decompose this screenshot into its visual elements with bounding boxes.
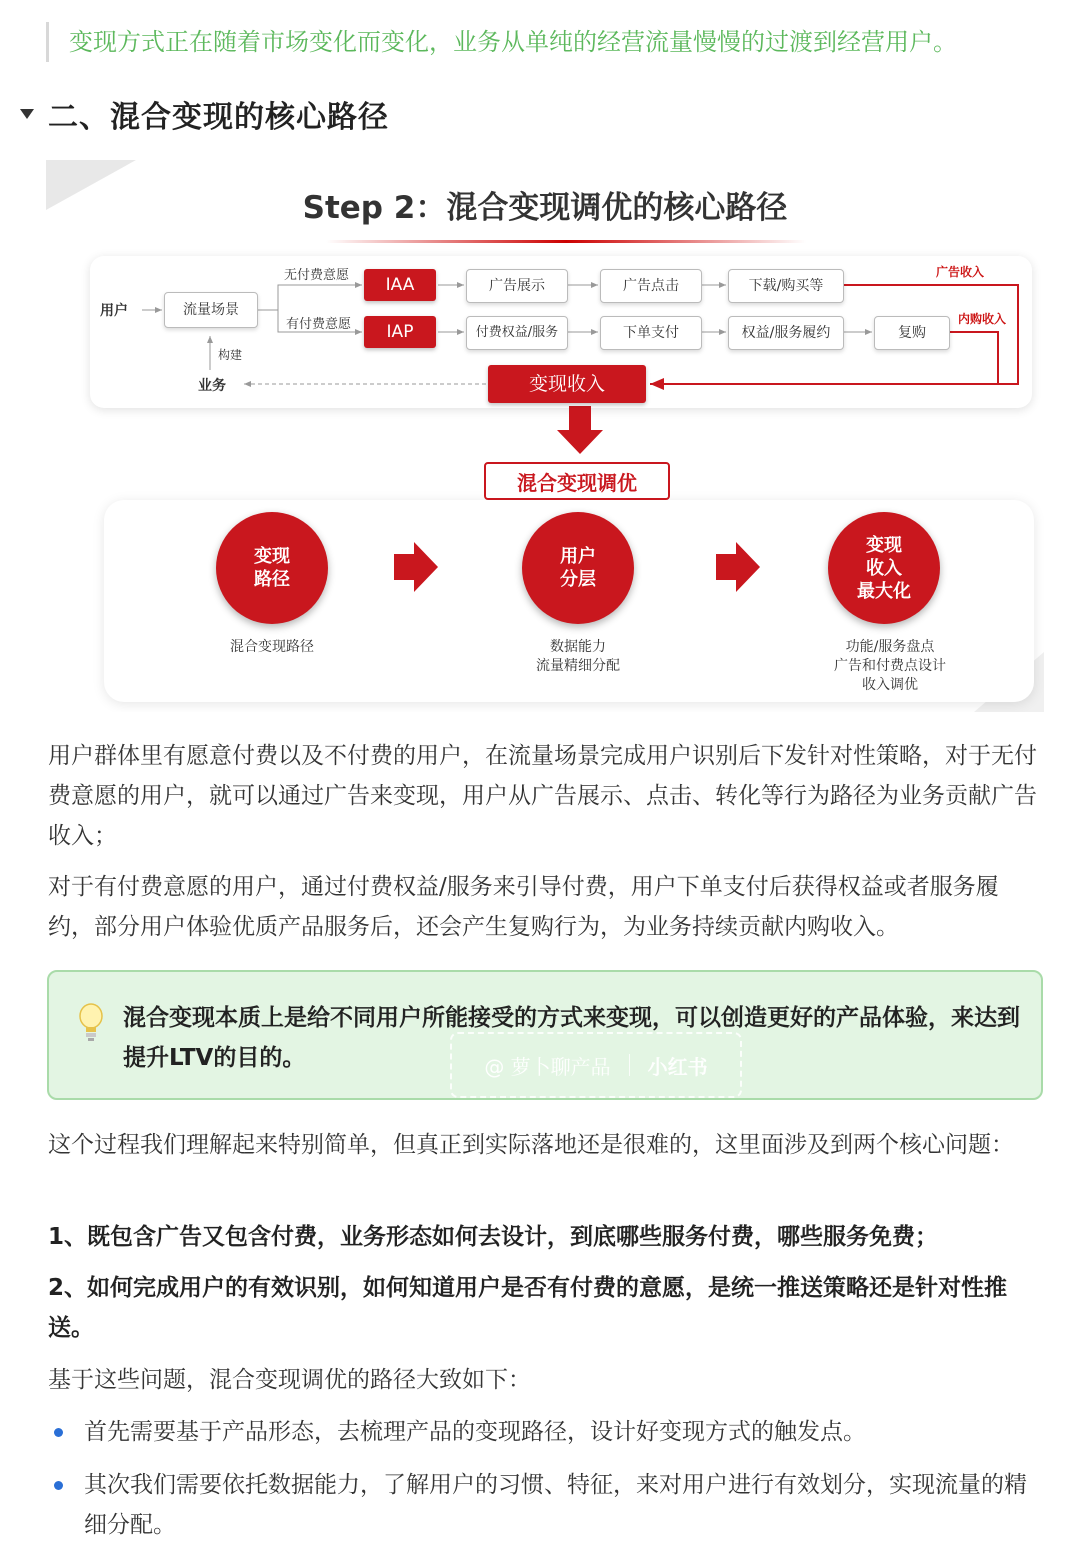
bullet-icon [54,1481,63,1490]
business-label: 业务 [198,378,226,394]
bullet-icon [54,1428,63,1437]
circle-caption: 混合变现路径 [230,639,314,655]
circle-caption: 数据能力 流量精细分配 [536,639,620,674]
diagram-title: Step 2：混合变现调优的核心路径 [302,190,788,226]
iap-income-label: 内购收入 [958,312,1007,326]
tip-text: 混合变现本质上是给不同用户所能接受的方式来变现，可以创造更好的产品体验，来达到提升LTV的目的。 [123,1005,1020,1071]
circle-caption: 功能/服务盘点 广告和付费点设计 收入调优 [834,639,946,693]
watermark-author: @ 萝卜聊产品 [484,1054,611,1079]
pay-intent-label: 有付费意愿 [286,317,352,332]
list-item-text: 其次我们需要依托数据能力，了解用户的习惯、特征，来对用户进行有效划分，实现流量的精细分配。 [84,1472,1027,1538]
download-purchase-box: 下载/购买等 [728,269,844,303]
quote-block: 变现方式正在随着市场变化而变化，业务从单纯的经营流量慢慢的过渡到经营用户。 [46,22,1036,62]
traffic-scene-box: 流量场景 [164,292,258,328]
no-pay-intent-label: 无付费意愿 [284,268,350,283]
hybrid-tuning-box: 混合变现调优 [484,462,670,500]
watermark-separator [629,1054,630,1076]
watermark [450,1032,742,1098]
iap-box: IAP [364,316,436,348]
watermark-logo: 小红书 [647,1054,708,1079]
section-heading-text: 二、混合变现的核心路径 [48,100,389,135]
paragraph: 用户群体里有愿意付费以及不付费的用户，在流量场景完成用户识别后下发针对性策略，对于无付费意愿的用户，就可以通过广告来变现，用户从广告展示、点击、转化等行为路径为业务贡献广告收入； [48,743,1037,849]
paragraph: 对于有付费意愿的用户，通过付费权益/服务来引导付费，用户下单支付后获得权益或者服务履约，部分用户体验优质产品服务后，还会产生复购行为，为业务持续贡献内购收入。 [48,874,999,940]
section-heading[interactable] [20,92,389,136]
paragraph: 基于这些问题，混合变现调优的路径大致如下： [48,1367,531,1393]
key-point: 1、既包含广告又包含付费，业务形态如何去设计，到底哪些服务付费，哪些服务免费； [48,1224,939,1250]
build-label: 构建 [218,348,243,362]
user-label: 用户 [100,303,128,319]
circle-user-segmentation: 用户 分层 [522,512,634,624]
order-pay-box: 下单支付 [600,316,702,350]
key-point: 2、如何完成用户的有效识别，如何知道用户是否有付费的意愿，是统一推送策略还是针对性推送。 [48,1275,1008,1341]
revenue-box: 变现收入 [488,365,646,403]
paragraph: 这个过程我们理解起来特别简单，但真正到实际落地还是很难的，这里面涉及到两个核心问题： [48,1132,1014,1158]
circle-monetization-path: 变现 路径 [216,512,328,624]
flow-connectors [46,160,1044,712]
ad-show-box: 广告展示 [466,269,568,303]
ad-income-label: 广告收入 [936,265,985,279]
rights-fulfilment-box: 权益/服务履约 [728,316,844,350]
core-path-diagram [46,160,1044,712]
circle-revenue-maximization: 变现 收入 最大化 [828,512,940,624]
iaa-box: IAA [364,269,436,301]
paid-rights-box: 付费权益/服务 [466,316,568,350]
repurchase-box: 复购 [874,316,950,350]
lightbulb-icon [77,1002,105,1042]
list-item-text: 首先需要基于产品形态，去梳理产品的变现路径，设计好变现方式的触发点。 [84,1419,866,1445]
ad-click-box: 广告点击 [600,269,702,303]
collapse-triangle-icon[interactable] [20,109,34,119]
